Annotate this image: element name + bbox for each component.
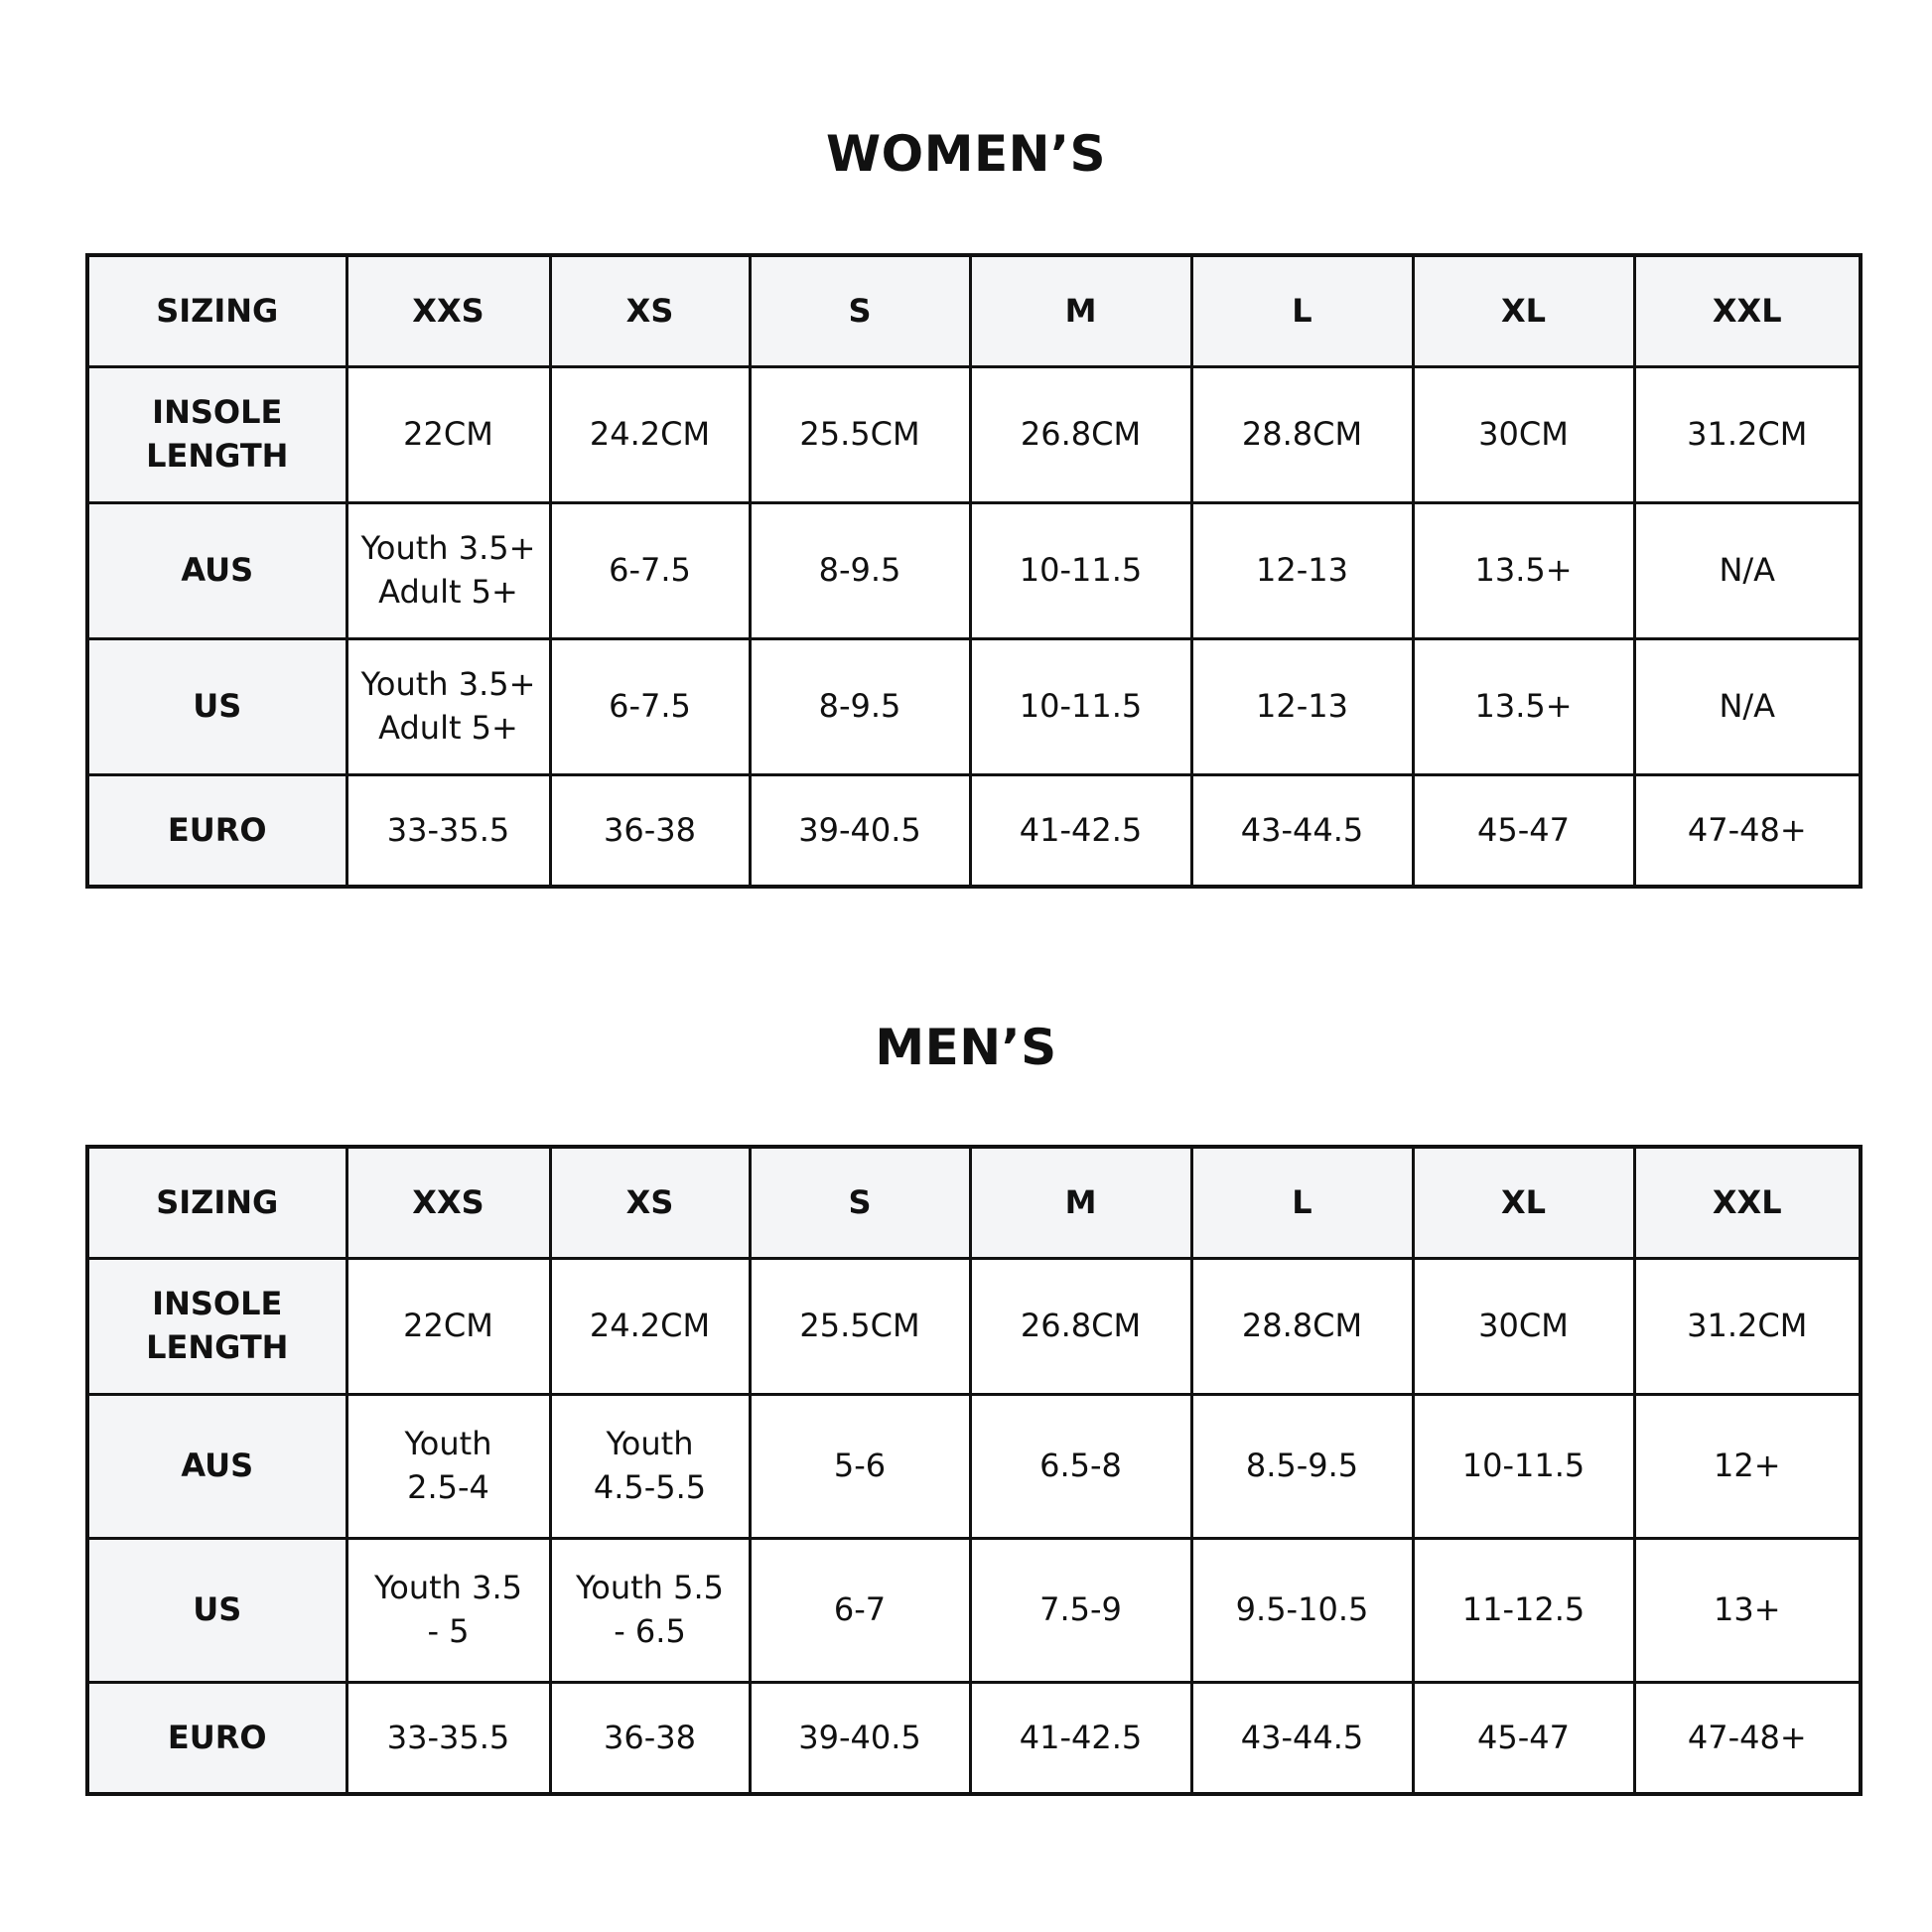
header-cell-s: S xyxy=(750,255,970,366)
table-cell: 8-9.5 xyxy=(750,502,970,638)
table-cell: 30CM xyxy=(1413,366,1634,502)
row-label-aus: AUS xyxy=(87,502,346,638)
header-cell-xxl: XXL xyxy=(1634,1147,1861,1258)
table-header-row xyxy=(87,1147,1861,1258)
table-cell: 24.2CM xyxy=(550,1258,750,1394)
table-cell: 31.2CM xyxy=(1634,366,1861,502)
table-cell: 24.2CM xyxy=(550,366,750,502)
table-cell: 43-44.5 xyxy=(1191,774,1413,887)
table-cell: 12+ xyxy=(1634,1394,1861,1538)
row-label-euro: EURO xyxy=(87,774,346,887)
header-cell-m: M xyxy=(970,255,1191,366)
table-cell: 41-42.5 xyxy=(970,774,1191,887)
table-cell: 47-48+ xyxy=(1634,774,1861,887)
table-cell: 36-38 xyxy=(550,774,750,887)
table-cell: Youth 3.5+ Adult 5+ xyxy=(346,502,550,638)
header-cell-m: M xyxy=(970,1147,1191,1258)
header-cell-xl: XL xyxy=(1413,255,1634,366)
table-cell: 33-35.5 xyxy=(346,774,550,887)
womens-size-table xyxy=(85,253,1863,889)
table-cell: 33-35.5 xyxy=(346,1682,550,1794)
table-cell: 5-6 xyxy=(750,1394,970,1538)
mens-title: MEN’S xyxy=(875,1019,1057,1076)
table-row xyxy=(87,366,1861,502)
table-cell: 11-12.5 xyxy=(1413,1538,1634,1682)
table-cell: 43-44.5 xyxy=(1191,1682,1413,1794)
table-cell: 39-40.5 xyxy=(750,1682,970,1794)
table-cell: 6.5-8 xyxy=(970,1394,1191,1538)
table-cell: 45-47 xyxy=(1413,774,1634,887)
table-cell: 28.8CM xyxy=(1191,366,1413,502)
womens-title: WOMEN’S xyxy=(826,125,1106,183)
table-header-row xyxy=(87,255,1861,366)
mens-size-table xyxy=(85,1145,1863,1796)
table-row xyxy=(87,1258,1861,1394)
header-cell-xxs: XXS xyxy=(346,1147,550,1258)
table-cell: 9.5-10.5 xyxy=(1191,1538,1413,1682)
header-cell-s: S xyxy=(750,1147,970,1258)
table-cell: 39-40.5 xyxy=(750,774,970,887)
table-row xyxy=(87,774,1861,887)
table-row xyxy=(87,638,1861,774)
table-cell: 25.5CM xyxy=(750,366,970,502)
header-cell-l: L xyxy=(1191,255,1413,366)
table-cell: 28.8CM xyxy=(1191,1258,1413,1394)
header-cell-xs: XS xyxy=(550,255,750,366)
table-cell: 31.2CM xyxy=(1634,1258,1861,1394)
row-label-aus: AUS xyxy=(87,1394,346,1538)
table-cell: 26.8CM xyxy=(970,1258,1191,1394)
table-cell: Youth 2.5-4 xyxy=(346,1394,550,1538)
row-label-us: US xyxy=(87,638,346,774)
table-cell: N/A xyxy=(1634,638,1861,774)
table-row xyxy=(87,1682,1861,1794)
table-cell: 8-9.5 xyxy=(750,638,970,774)
table-cell: 22CM xyxy=(346,1258,550,1394)
table-cell: 12-13 xyxy=(1191,638,1413,774)
table-cell: Youth 5.5 - 6.5 xyxy=(550,1538,750,1682)
row-label-euro: EURO xyxy=(87,1682,346,1794)
table-cell: 10-11.5 xyxy=(970,502,1191,638)
table-cell: N/A xyxy=(1634,502,1861,638)
table-cell: 47-48+ xyxy=(1634,1682,1861,1794)
header-cell-sizing: SIZING xyxy=(87,255,346,366)
table-cell: Youth 4.5-5.5 xyxy=(550,1394,750,1538)
header-cell-xxl: XXL xyxy=(1634,255,1861,366)
table-cell: 7.5-9 xyxy=(970,1538,1191,1682)
table-cell: 6-7.5 xyxy=(550,638,750,774)
table-row xyxy=(87,502,1861,638)
table-cell: 26.8CM xyxy=(970,366,1191,502)
row-label-insole-length: INSOLE LENGTH xyxy=(87,1258,346,1394)
table-cell: 45-47 xyxy=(1413,1682,1634,1794)
table-cell: 8.5-9.5 xyxy=(1191,1394,1413,1538)
table-cell: 13.5+ xyxy=(1413,638,1634,774)
table-row xyxy=(87,1538,1861,1682)
table-cell: 10-11.5 xyxy=(970,638,1191,774)
table-cell: 13+ xyxy=(1634,1538,1861,1682)
table-row xyxy=(87,1394,1861,1538)
table-cell: 13.5+ xyxy=(1413,502,1634,638)
header-cell-l: L xyxy=(1191,1147,1413,1258)
table-cell: 30CM xyxy=(1413,1258,1634,1394)
table-cell: 25.5CM xyxy=(750,1258,970,1394)
header-cell-xl: XL xyxy=(1413,1147,1634,1258)
table-cell: Youth 3.5+ Adult 5+ xyxy=(346,638,550,774)
row-label-us: US xyxy=(87,1538,346,1682)
header-cell-xxs: XXS xyxy=(346,255,550,366)
table-cell: 6-7.5 xyxy=(550,502,750,638)
row-label-insole-length: INSOLE LENGTH xyxy=(87,366,346,502)
table-cell: Youth 3.5 - 5 xyxy=(346,1538,550,1682)
table-cell: 10-11.5 xyxy=(1413,1394,1634,1538)
table-cell: 12-13 xyxy=(1191,502,1413,638)
table-cell: 6-7 xyxy=(750,1538,970,1682)
header-cell-sizing: SIZING xyxy=(87,1147,346,1258)
header-cell-xs: XS xyxy=(550,1147,750,1258)
table-cell: 22CM xyxy=(346,366,550,502)
table-cell: 36-38 xyxy=(550,1682,750,1794)
table-cell: 41-42.5 xyxy=(970,1682,1191,1794)
